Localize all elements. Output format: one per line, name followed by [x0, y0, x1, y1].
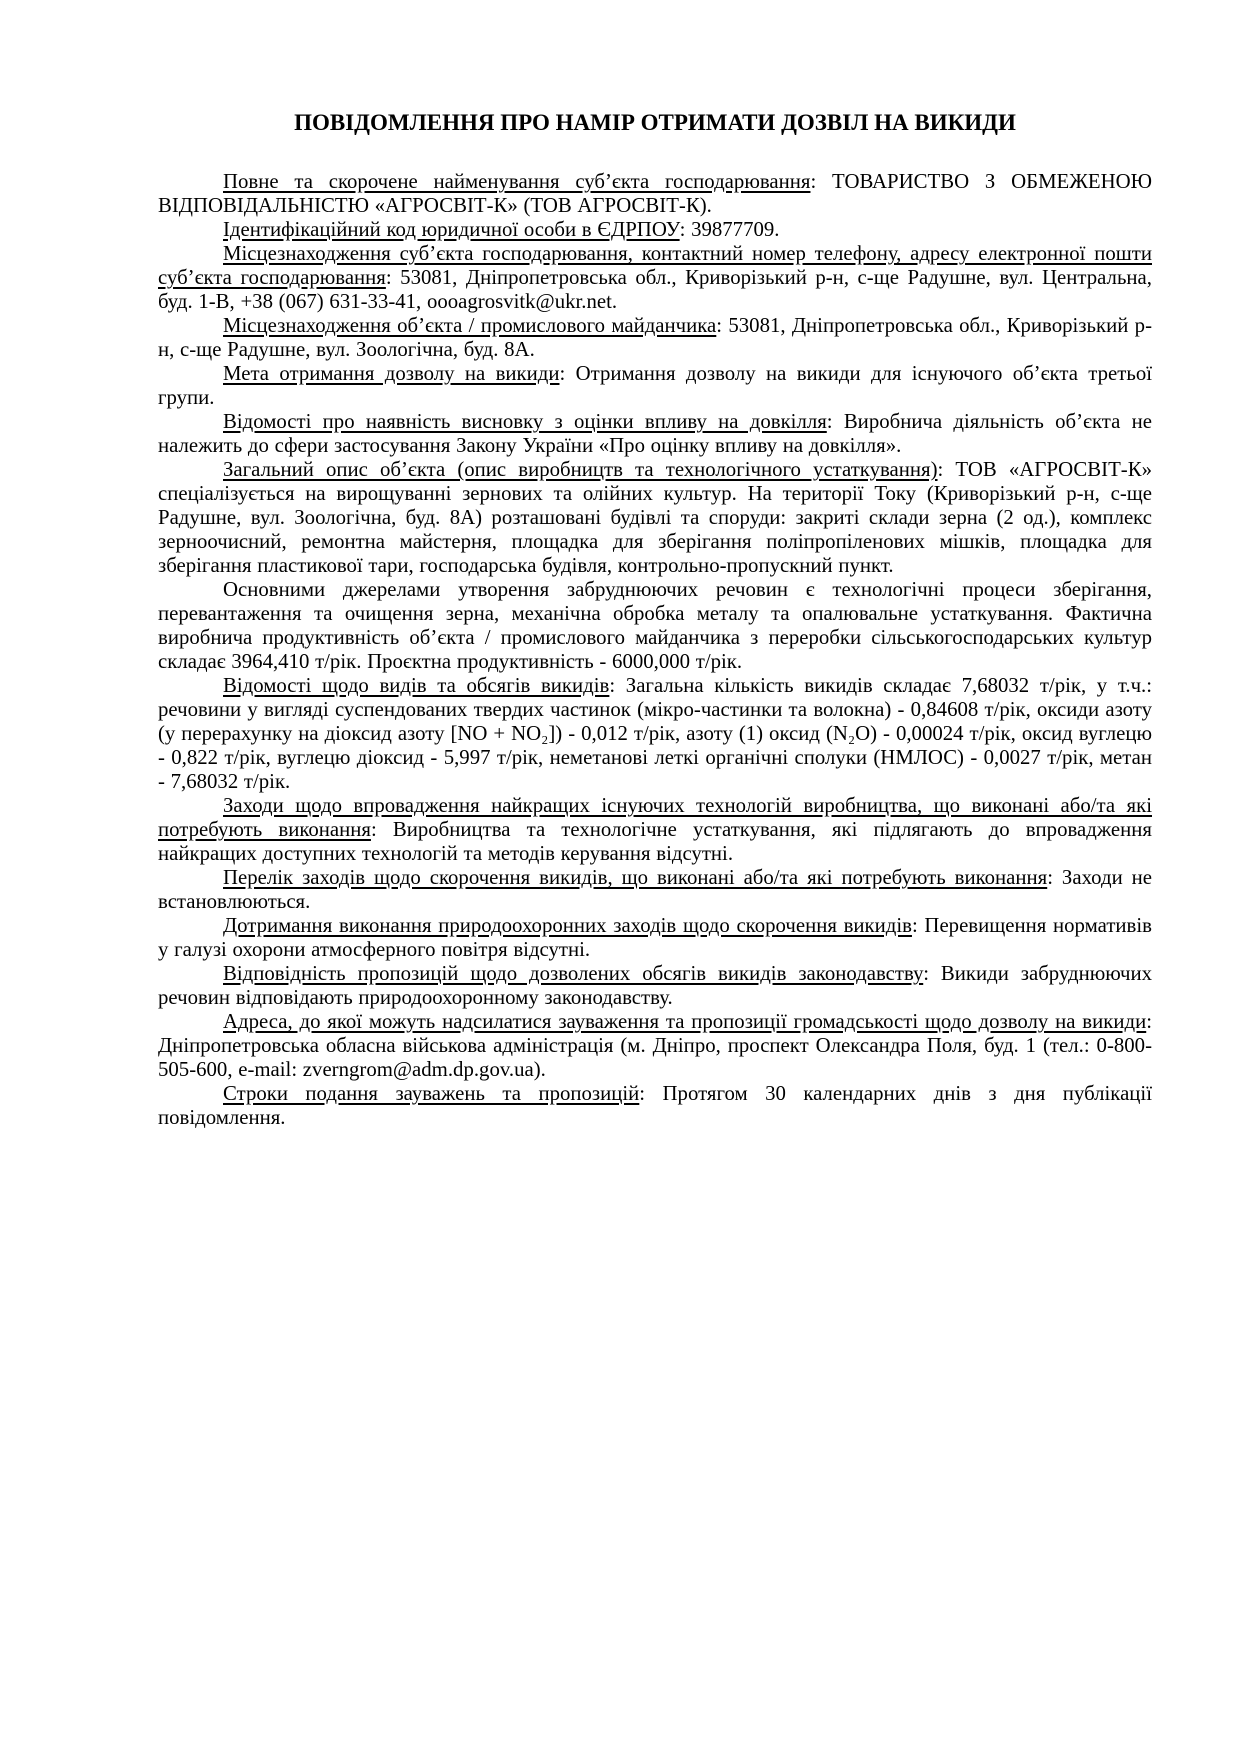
paragraph [158, 674, 1152, 794]
paragraph [158, 794, 1152, 866]
paragraph-lead: Заходи щодо впровадження найкращих існуючих технологій виробництва, що виконані або/та які потребують виконання [158, 794, 1152, 841]
paragraph [158, 170, 1152, 218]
paragraph-text: : Заходи не встановлюються. [158, 866, 1152, 913]
paragraph [158, 410, 1152, 458]
paragraph [158, 1082, 1152, 1130]
paragraph-text: : ТОВ «АГРОСВІТ-К» спеціалізується на вирощуванні зернових та олійних культур. На території Току (Криворізький р-н, с-ще Радушне, вул. Зоологічна, буд. 8А) розташовані будівлі та споруди: закриті склади зерна (2 од.), комплекс зерноочисний, ремонтна майстерня, площадка для зберігання поліпропіленових мішків, площадка для зберігання пластикової тари, господарська будівля, контрольно-пропускний пункт. [158, 458, 1152, 577]
paragraph-lead: Адреса, до якої можуть надсилатися зауваження та пропозиції громадськості щодо дозволу на викиди [223, 1010, 1147, 1033]
paragraph-text: : 53081, Дніпропетровська обл., Криворізький р-н, с-ще Радушне, вул. Центральна, буд. 1-В, +38 (067) 631-33-41, oooagrosvitk@ukr.net. [158, 266, 1152, 313]
paragraph [158, 578, 1152, 674]
paragraph-text: : 53081, Дніпропетровська обл., Криворізький р-н, с-ще Радушне, вул. Зоологічна, буд. 8А. [158, 314, 1152, 361]
paragraph [158, 1010, 1152, 1082]
document-content [158, 0, 1152, 1130]
paragraph-lead: Мета отримання дозволу на викиди [223, 362, 560, 385]
paragraph-lead: Строки подання зауважень та пропозицій [223, 1082, 640, 1105]
paragraph-text: : Перевищення нормативів у галузі охорони атмосферного повітря відсутні. [158, 914, 1152, 961]
paragraph [158, 314, 1152, 362]
paragraph-text: : 39877709. [679, 218, 780, 241]
paragraph [158, 458, 1152, 578]
paragraph [158, 242, 1152, 314]
paragraph-lead: Ідентифікаційний код юридичної особи в ЄДРПОУ [223, 218, 680, 241]
paragraph-text: : ТОВАРИСТВО З ОБМЕЖЕНОЮ ВІДПОВІДАЛЬНІСТЮ «АГРОСВІТ-К» (ТОВ АГРОСВІТ-К). [158, 170, 1153, 217]
paragraph-lead: Перелік заходів щодо скорочення викидів, що виконані або/та які потребують виконання [223, 866, 1048, 889]
paragraph-text: : Виробництва та технологічне устаткування, які підлягають до впровадження найкращих доступних технологій та методів керування відсутні. [158, 818, 1152, 865]
paragraph-text: : Викиди забруднюючих речовин відповідають природоохоронному законодавству. [158, 962, 1153, 1009]
paragraph-text: : Дніпропетровська обласна військова адміністрація (м. Дніпро, проспект Олександра Поля, буд. 1 (тел.: 0-800-505-600, e-mail: zverngrom@adm.dp.gov.ua). [158, 1010, 1152, 1081]
paragraph-lead: Відомості щодо видів та обсягів викидів [223, 674, 610, 697]
paragraph-lead: Місцезнаходження суб’єкта господарювання, контактний номер телефону, адресу електронної пошти суб’єкта господарювання [158, 242, 1152, 289]
paragraph [158, 866, 1152, 914]
paragraph [158, 914, 1152, 962]
document-title: ПОВІДОМЛЕННЯ ПРО НАМІР ОТРИМАТИ ДОЗВІЛ НА ВИКИДИ [294, 110, 1016, 135]
paragraph-text: Основними джерелами утворення забруднюючих речовин є технологічні процеси зберігання, перевантаження та очищення зерна, механічна обробка металу та опалювальне устаткування. Фактична виробнича продуктивність об’єкта / промислового майданчика з переробки сільськогосподарських культур складає 3964,410 т/рік. Проєктна продуктивність - 6000,000 т/рік. [158, 578, 1152, 673]
paragraph-lead: Місцезнаходження об’єкта / промислового майданчика [223, 314, 717, 337]
paragraph-text: : Протягом 30 календарних днів з дня публікації повідомлення. [158, 1082, 1152, 1129]
paragraph-text: : Отримання дозволу на викиди для існуючого об’єкта третьої групи. [158, 362, 1152, 409]
paragraph-lead: Загальний опис об’єкта (опис виробництв та технологічного устаткування) [223, 458, 938, 481]
paragraph-lead: Відомості про наявність висновку з оцінки впливу на довкілля [223, 410, 827, 433]
paragraph [158, 362, 1152, 410]
paragraph [158, 962, 1152, 1010]
paragraph-text: : Виробнича діяльність об’єкта не належить до сфери застосування Закону України «Про оцінку впливу на довкілля». [158, 410, 1152, 457]
paragraph-lead: Відповідність пропозицій щодо дозволених обсягів викидів законодавству [223, 962, 924, 985]
paragraph-lead: Повне та скорочене найменування суб’єкта господарювання [223, 170, 811, 193]
paragraph-text: : Загальна кількість викидів складає 7,68032 т/рік, у т.ч.: речовини у вигляді суспендованих твердих частинок (мікро-частинки та волокна) - 0,84608 т/рік, оксиди азоту (у перерахунку на діоксид азоту [NO + NO₂]) - 0,012 т/рік, азоту (1) оксид (N₂O) - 0,00024 т/рік, оксид вуглецю - 0,822 т/рік, вуглецю діоксид - 5,997 т/рік, неметанові леткі органічні сполуки (НМЛОС) - 0,0027 т/рік, метан - 7,68032 т/рік. [158, 674, 1153, 793]
document-body [158, 170, 1152, 1130]
paragraph-lead: Дотримання виконання природоохоронних заходів щодо скорочення викидів [223, 914, 912, 937]
paragraph [158, 218, 1152, 242]
